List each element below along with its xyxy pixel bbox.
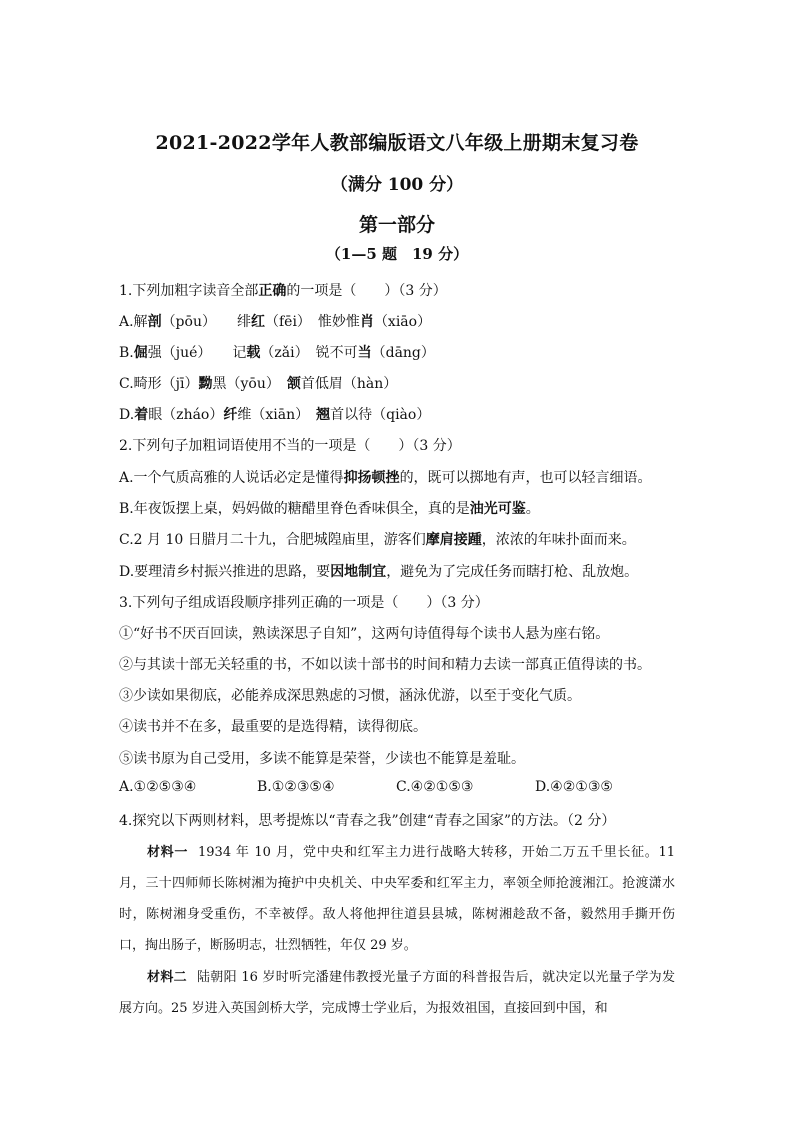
exam-title: 2021-2022学年人教部编版语文八年级上册期末复习卷 bbox=[155, 132, 639, 154]
question-1-option-a: A.解剖（pōu） 绯红（fēi） 惟妙惟肖（xiāo） bbox=[119, 314, 432, 330]
question-3-option-b: B.①②③⑤④ bbox=[257, 779, 335, 795]
material-two-text: 陆朝阳 16 岁时听完潘建伟教授光量子方面的科普报告后，就决定以光量子学为发展方向。25 岁进入英国剑桥大学，完成博士学业后，为报效祖国，直接回到中国，和 bbox=[119, 970, 675, 1016]
question-3-sentence: ④读书并不在多，最重要的是选得精，读得彻底。 bbox=[119, 719, 427, 735]
question-3-sentence: ②与其读十部无关轻重的书，不如以读十部书的时间和精力去读一部真正值得读的书。 bbox=[119, 657, 651, 673]
material-two bbox=[119, 962, 675, 1024]
question-1-option-d: D.着眼（zháo）纤维（xiān） 翘首以待（qiào） bbox=[119, 407, 431, 423]
question-1-option-b: B.倔强（jué） 记载（zǎi） 锐不可当（dāng） bbox=[119, 345, 435, 361]
part-heading: 第一部分 bbox=[358, 214, 435, 236]
question-range: （1—5 题 19 分） bbox=[325, 245, 469, 263]
material-two-label: 材料二 bbox=[147, 970, 187, 985]
question-3-option-c: C.④②①⑤③ bbox=[396, 779, 474, 795]
question-2-option-a: A.一个气质高雅的人说话必定是懂得抑扬顿挫的，既可以掷地有声，也可以轻言细语。 bbox=[119, 470, 652, 486]
full-score-note: （满分 100 分） bbox=[330, 175, 464, 195]
question-3-sentence: ⑤读书原为自己受用，多读不能算是荣誉，少读也不能算是羞耻。 bbox=[119, 751, 525, 767]
question-1-stem: 1.下列加粗字读音全部正确的一项是（ ）（3 分） bbox=[119, 283, 447, 299]
question-2-option-d: D.要理清乡村振兴推进的思路，要因地制宜，避免为了完成任务而瞎打枪、乱放炮。 bbox=[119, 564, 639, 580]
question-3-stem: 3.下列句子组成语段顺序排列正确的一项是（ ）（3 分） bbox=[119, 595, 489, 611]
question-2-option-c: C.2 月 10 日腊月二十九，合肥城隍庙里，游客们摩肩接踵，浓浓的年味扑面而来。 bbox=[119, 532, 636, 548]
question-2-option-b: B.年夜饭摆上桌，妈妈做的糖醋里脊色香味俱全，真的是油光可鉴。 bbox=[119, 501, 540, 517]
material-one-text: 1934 年 10 月，党中央和红军主力进行战略大转移，开始二万五千里长征。11 月，三十四师师长陈树湘为掩护中央机关、中央军委和红军主力，率领全师抢渡湘江。抢渡潇水时，陈树湘身受重伤，不幸被俘。敌人将他押往道县县城，陈树湘趁敌不备，毅然用手撕开伤口，掏出肠子，断肠明志，壮烈牺牲，年仅 29 岁。 bbox=[119, 845, 675, 953]
question-3-option-a: A.①②⑤③④ bbox=[119, 779, 197, 795]
question-2-stem: 2.下列句子加粗词语使用不当的一项是（ ）（3 分） bbox=[119, 438, 461, 454]
question-3-sentence: ①“好书不厌百回读，熟读深思子自知”，这两句诗值得每个读书人悬为座右铭。 bbox=[119, 626, 610, 642]
question-3-option-d: D.④②①③⑤ bbox=[535, 779, 613, 795]
question-1-option-c: C.畸形（jī）黝黑（yōu） 颔首低眉（hàn） bbox=[119, 376, 398, 392]
question-4-stem: 4.探究以下两则材料，思考提炼以“青春之我”创建“青春之国家”的方法。（2 分） bbox=[119, 813, 616, 829]
question-3-sentence: ③少读如果彻底，必能养成深思熟虑的习惯，涵泳优游，以至于变化气质。 bbox=[119, 688, 581, 704]
material-one bbox=[119, 837, 675, 961]
material-one-label: 材料一 bbox=[147, 845, 189, 860]
